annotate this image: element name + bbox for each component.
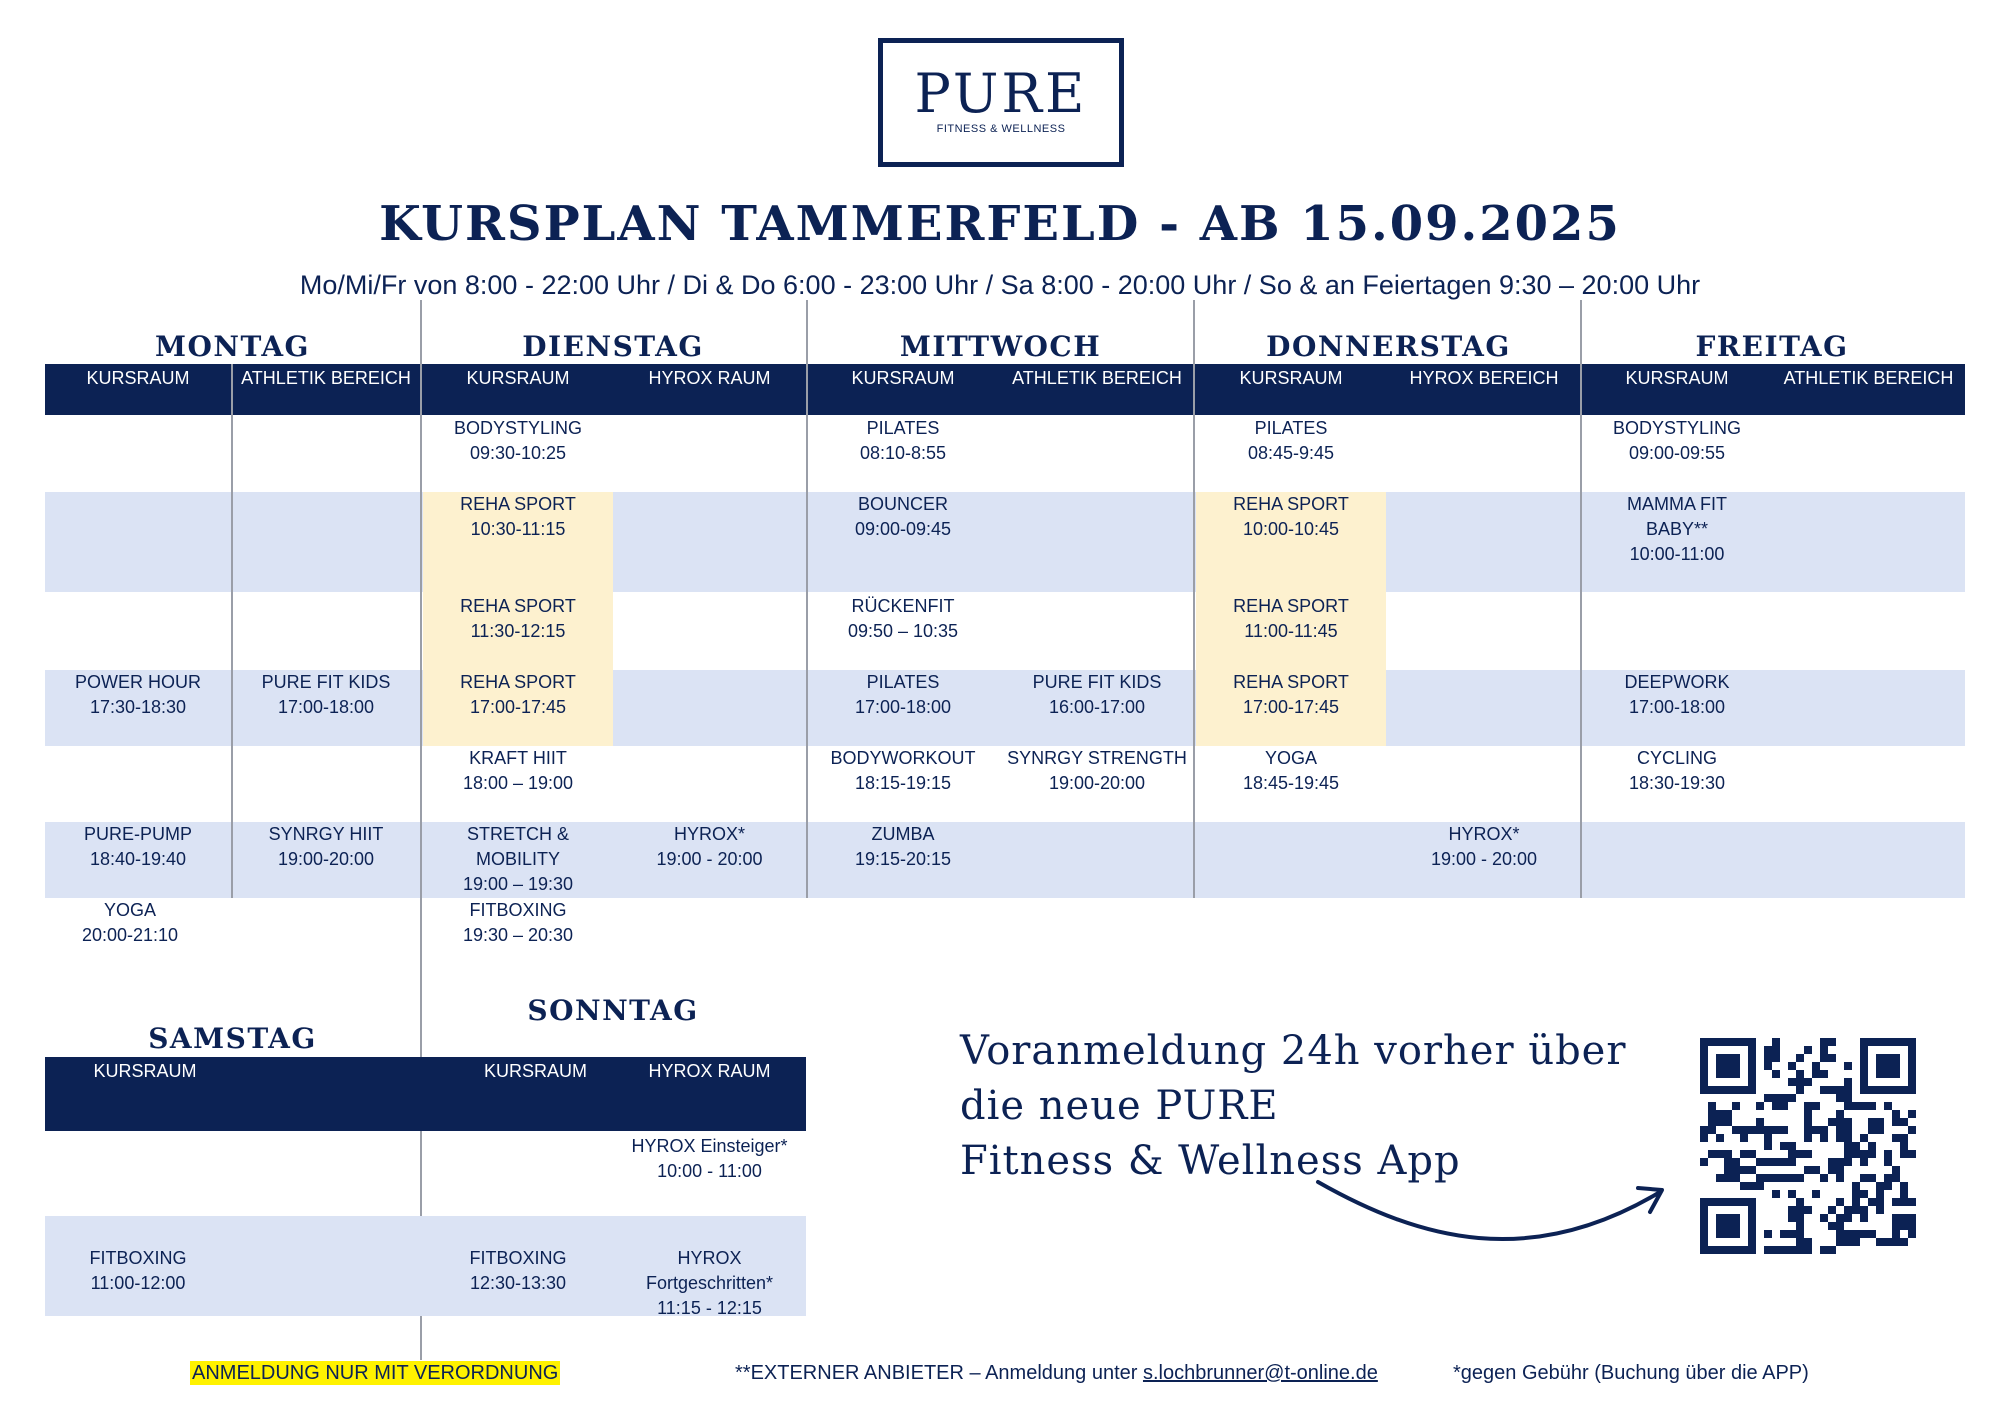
class-entry: PURE FIT KIDS 17:00-18:00 [261,672,391,717]
class-entry: ZUMBA 19:15-20:15 [854,824,952,869]
col-header-wed-athletik: ATHLETIK BEREICH [1012,368,1182,388]
logo-word: PURE [914,62,1088,125]
col-header-sun-hyrox: HYROX RAUM [648,1061,771,1081]
day-friday: FREITAG [1695,330,1849,363]
qr-code-icon [1700,1038,1916,1254]
class-entry: HYROX* 19:00 - 20:00 [1430,824,1538,869]
day-sunday: SONNTAG [527,994,699,1027]
app-promo-text: Voranmeldung 24h vorher über die neue PURE Fitness & Wellness App [960,1028,1627,1184]
external-provider-note: **EXTERNER ANBIETER – Anmeldung unter s.lochbrunner@t-online.de [735,1362,1378,1384]
external-email-link[interactable]: s.lochbrunner@t-online.de [1142,1362,1378,1384]
class-entry: FITBOXING 19:30 – 20:30 [462,900,574,945]
col-header-fri-kursraum: KURSRAUM [1625,368,1729,388]
class-entry: YOGA 20:00-21:10 [81,900,179,945]
class-entry: BOUNCER 09:00-09:45 [854,494,952,539]
day-divider [1580,300,1582,898]
class-entry: PURE-PUMP 18:40-19:40 [83,824,192,869]
pure-logo [878,38,1124,167]
curved-arrow-icon [1310,1170,1690,1270]
column-divider [231,364,233,898]
class-entry: REHA SPORT 17:00-17:45 [460,672,576,717]
class-entry: KRAFT HIIT 18:00 – 19:00 [462,748,574,793]
day-divider [1193,300,1195,898]
page-title: KURSPLAN TAMMERFELD - AB 15.09.2025 [379,196,1621,252]
col-header-fri-athletik: ATHLETIK BEREICH [1783,368,1954,388]
class-entry: REHA SPORT 10:00-10:45 [1233,494,1349,539]
class-entry: BODYSTYLING 09:00-09:55 [1612,418,1742,463]
class-entry: PILATES 08:45-9:45 [1247,418,1335,463]
class-entry: SYNRGY HIIT 19:00-20:00 [268,824,384,869]
class-entry: REHA SPORT 11:30-12:15 [460,596,576,641]
reha-note: ANMELDUNG NUR MIT VERORDNUNG [192,1362,559,1384]
class-entry: HYROX Einsteiger* 10:00 - 11:00 [631,1136,788,1181]
day-divider [420,300,422,1360]
class-entry: REHA SPORT 17:00-17:45 [1233,672,1349,717]
class-entry: BODYWORKOUT 18:15-19:15 [830,748,976,793]
class-entry: MAMMA FIT BABY** 10:00-11:00 [1627,494,1727,564]
class-entry: BODYSTYLING 09:30-10:25 [453,418,583,463]
fee-note: *gegen Gebühr (Buchung über die APP) [1453,1362,1809,1384]
logo-tagline: FITNESS & WELLNESS [936,123,1066,135]
col-header-thu-kursraum: KURSRAUM [1239,368,1343,388]
class-entry: RÜCKENFIT 09:50 – 10:35 [847,596,959,641]
class-entry: CYCLING 18:30-19:30 [1628,748,1726,793]
col-header-sun-kursraum: KURSRAUM [483,1061,587,1081]
class-entry: PILATES 08:10-8:55 [859,418,947,463]
opening-hours: Mo/Mi/Fr von 8:00 - 22:00 Uhr / Di & Do 6:00 - 23:00 Uhr / Sa 8:00 - 20:00 Uhr / So & an Feiertagen 9:30 – 20:00 Uhr [299,270,1701,300]
day-tuesday: DIENSTAG [522,330,704,363]
class-entry: FITBOXING 11:00-12:00 [89,1248,187,1293]
col-header-wed-kursraum: KURSRAUM [851,368,955,388]
col-header-mon-athletik: ATHLETIK BEREICH [241,368,411,388]
class-entry: STRETCH & MOBILITY 19:00 – 19:30 [462,824,574,894]
class-entry: SYNRGY STRENGTH 19:00-20:00 [1007,748,1187,793]
day-saturday: SAMSTAG [148,1022,317,1055]
class-entry: DEEPWORK 17:00-18:00 [1624,672,1730,717]
day-wednesday: MITTWOCH [899,330,1102,363]
class-entry: PILATES 17:00-18:00 [854,672,952,717]
class-entry: REHA SPORT 11:00-11:45 [1233,596,1349,641]
class-entry: FITBOXING 12:30-13:30 [469,1248,567,1293]
col-header-tue-kursraum: KURSRAUM [466,368,570,388]
col-header-thu-hyrox: HYROX BEREICH [1409,368,1559,388]
day-monday: MONTAG [155,330,310,363]
day-thursday: DONNERSTAG [1266,330,1511,363]
class-entry: YOGA 18:45-19:45 [1242,748,1340,793]
class-entry: POWER HOUR 17:30-18:30 [75,672,201,717]
class-entry: HYROX Fortgeschritten* 11:15 - 12:15 [645,1248,774,1318]
class-entry: HYROX* 19:00 - 20:00 [656,824,763,869]
col-header-tue-hyrox: HYROX RAUM [648,368,771,388]
class-entry: REHA SPORT 10:30-11:15 [460,494,576,539]
col-header-sat-kursraum: KURSRAUM [93,1061,197,1081]
class-entry: PURE FIT KIDS 16:00-17:00 [1032,672,1162,717]
col-header-mon-kursraum: KURSRAUM [86,368,190,388]
